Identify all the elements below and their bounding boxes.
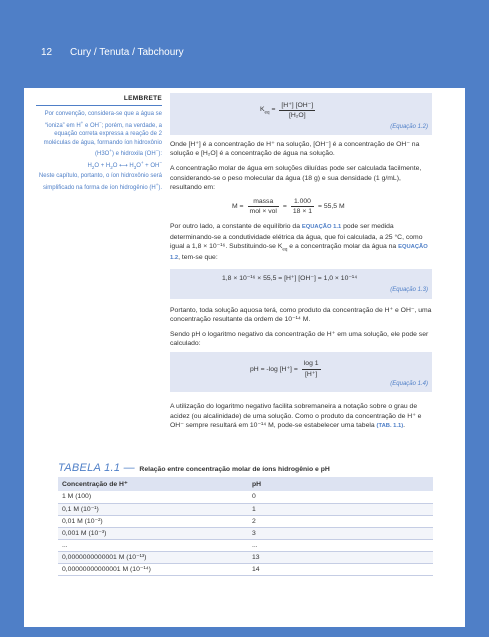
reminder-sidebar bbox=[36, 95, 162, 192]
table-row bbox=[58, 539, 433, 551]
table-cell: 0,01 M (10⁻²) bbox=[58, 515, 248, 527]
table-cell: 0,00000000000001 M (10⁻¹⁴) bbox=[58, 563, 248, 575]
equation-1-2-box bbox=[170, 93, 432, 135]
table-row bbox=[58, 527, 433, 539]
page-border-bottom bbox=[0, 627, 489, 637]
running-head-authors: Cury / Tenuta / Tabchoury bbox=[70, 47, 184, 58]
equation-1-3-tag: (Equação 1.3) bbox=[390, 287, 428, 294]
ph-concentration-table bbox=[58, 477, 433, 576]
eq2-lhs: $K_{eq}$ = bbox=[260, 105, 276, 115]
equation-1-2-tag: (Equação 1.2) bbox=[390, 123, 428, 130]
page-number: 12 bbox=[41, 47, 53, 58]
eq3-expression: 1,8 × 10⁻¹⁶ × 55,5 = [H⁺] [OH⁻] = 1,0 × 10⁻¹⁴ bbox=[222, 274, 358, 282]
table-row bbox=[58, 563, 433, 575]
table-cell: 0,001 M (10⁻³) bbox=[58, 527, 248, 539]
paragraph-concentration-definition: Onde [H⁺] é a concentração de H⁺ na solução, [OH⁻] é a concentração de OH⁻ na solução e [H₂O] é a concentração de água na solução. bbox=[170, 141, 420, 158]
ref-tab-1-1[interactable]: (TAB. 1.1) bbox=[376, 422, 404, 429]
equation-1-4-tag: (Equação 1.4) bbox=[390, 381, 428, 388]
table-cell: 0 bbox=[248, 491, 433, 503]
eq4-fraction: $\frac{\log 1}{[H^+]}$ bbox=[303, 360, 319, 378]
table-caption-text: Relação entre concentração molar de íons hidrogênio e pH bbox=[139, 466, 330, 473]
table-row bbox=[58, 551, 433, 563]
paragraph-ph-definition: Sendo pH o logaritmo negativo da concentração de H⁺ em uma solução, ele pode ser calculado: bbox=[170, 331, 429, 348]
page-header bbox=[24, 0, 465, 88]
table-cell: 1 M (100) bbox=[58, 491, 248, 503]
table-caption bbox=[58, 458, 330, 476]
table-row bbox=[58, 515, 433, 527]
table-cell: ... bbox=[58, 539, 248, 551]
table-cell: 0,0000000000001 M (10⁻¹³) bbox=[58, 551, 248, 563]
molar-concentration-equation: M = $\frac{\text{massa}}{\text{mol × vol}}$ = $\frac{1.000}{18 \times 1}$ = 55,5 M bbox=[232, 198, 345, 216]
main-column bbox=[170, 93, 432, 431]
header-ph: pH bbox=[248, 477, 433, 491]
eq4-lhs: pH = -log [H⁺] = bbox=[250, 365, 298, 373]
equation-1-4-box bbox=[170, 352, 432, 392]
page-border-left bbox=[0, 0, 24, 637]
table-cell: ... bbox=[248, 539, 433, 551]
paragraph-log-notation: A utilização do logaritmo negativo facilita sobremaneira a notação sobre o grau de acidez (ou alcalinidade) de uma solução. Como o produto da concentração de H⁺ e OH⁻ sempre resultará em 10⁻¹⁴ M, pode-se estabelecer uma tabela (TAB. 1.1). bbox=[170, 403, 422, 429]
table-cell: 2 bbox=[248, 515, 433, 527]
equation-1-3-box bbox=[170, 269, 432, 299]
table-cell: 3 bbox=[248, 527, 433, 539]
eq2-fraction: $\frac{[H^+] [OH^-]}{\text{[H₂O]}}$ bbox=[281, 102, 314, 120]
ref-equacao-1-2[interactable]: EQUAÇÃO 1.2 bbox=[170, 243, 428, 262]
paragraph-equilibrium-constant: Por outro lado, a constante de equilíbrio da EQUAÇÃO 1.1 pode ser medida determinando-se a condutividade elétrica da água, que foi calculada, a 25 °C, como igual a 1,8 × 10⁻¹⁶. Substituindo-se $K_{eq}$ e a concentração molar da água na EQUAÇÃO 1.2, tem-se que: bbox=[170, 223, 428, 262]
page-border-right bbox=[465, 0, 489, 637]
ref-equacao-1-1[interactable]: EQUAÇÃO 1.1 bbox=[301, 224, 342, 231]
reminder-text: Por convenção, considera-se que a água se “ioniza” em H+ e OH−; porém, na verdade, a equação correta expressa a reação de 2 moléculas de água, formando íon hidroxônio (H3O+) e hidroxila (OH−): $H_2O + H_2O$ ⟷ $H_3O^+ + OH^-$ Neste capítulo, portanto, o íon hidroxônio será simplificado na forma de íon hidrogênio (H+). bbox=[38, 111, 162, 191]
reminder-title: LEMBRETE bbox=[36, 95, 162, 106]
table-cell: 14 bbox=[248, 563, 433, 575]
table-cell: 0,1 M (10⁻¹) bbox=[58, 503, 248, 515]
table-cell: 1 bbox=[248, 503, 433, 515]
table-header-row bbox=[58, 477, 433, 491]
paragraph-aqueous-product: Portanto, toda solução aquosa terá, como produto da concentração de H⁺ e OH⁻, uma concentração resultante da ordem de 10⁻¹⁴ M. bbox=[170, 306, 432, 323]
table-row bbox=[58, 503, 433, 515]
table-caption-number: TABELA 1.1 — bbox=[58, 462, 135, 474]
table-cell: 13 bbox=[248, 551, 433, 563]
table-row bbox=[58, 491, 433, 503]
paragraph-molar-water: A concentração molar de água em soluções diluídas pode ser calculada facilmente, considerando-se o peso molecular da água (18 g) e sua densidade (1 g/mL), resultando em: bbox=[170, 165, 422, 191]
header-concentration: Concentração de H⁺ bbox=[58, 477, 248, 491]
